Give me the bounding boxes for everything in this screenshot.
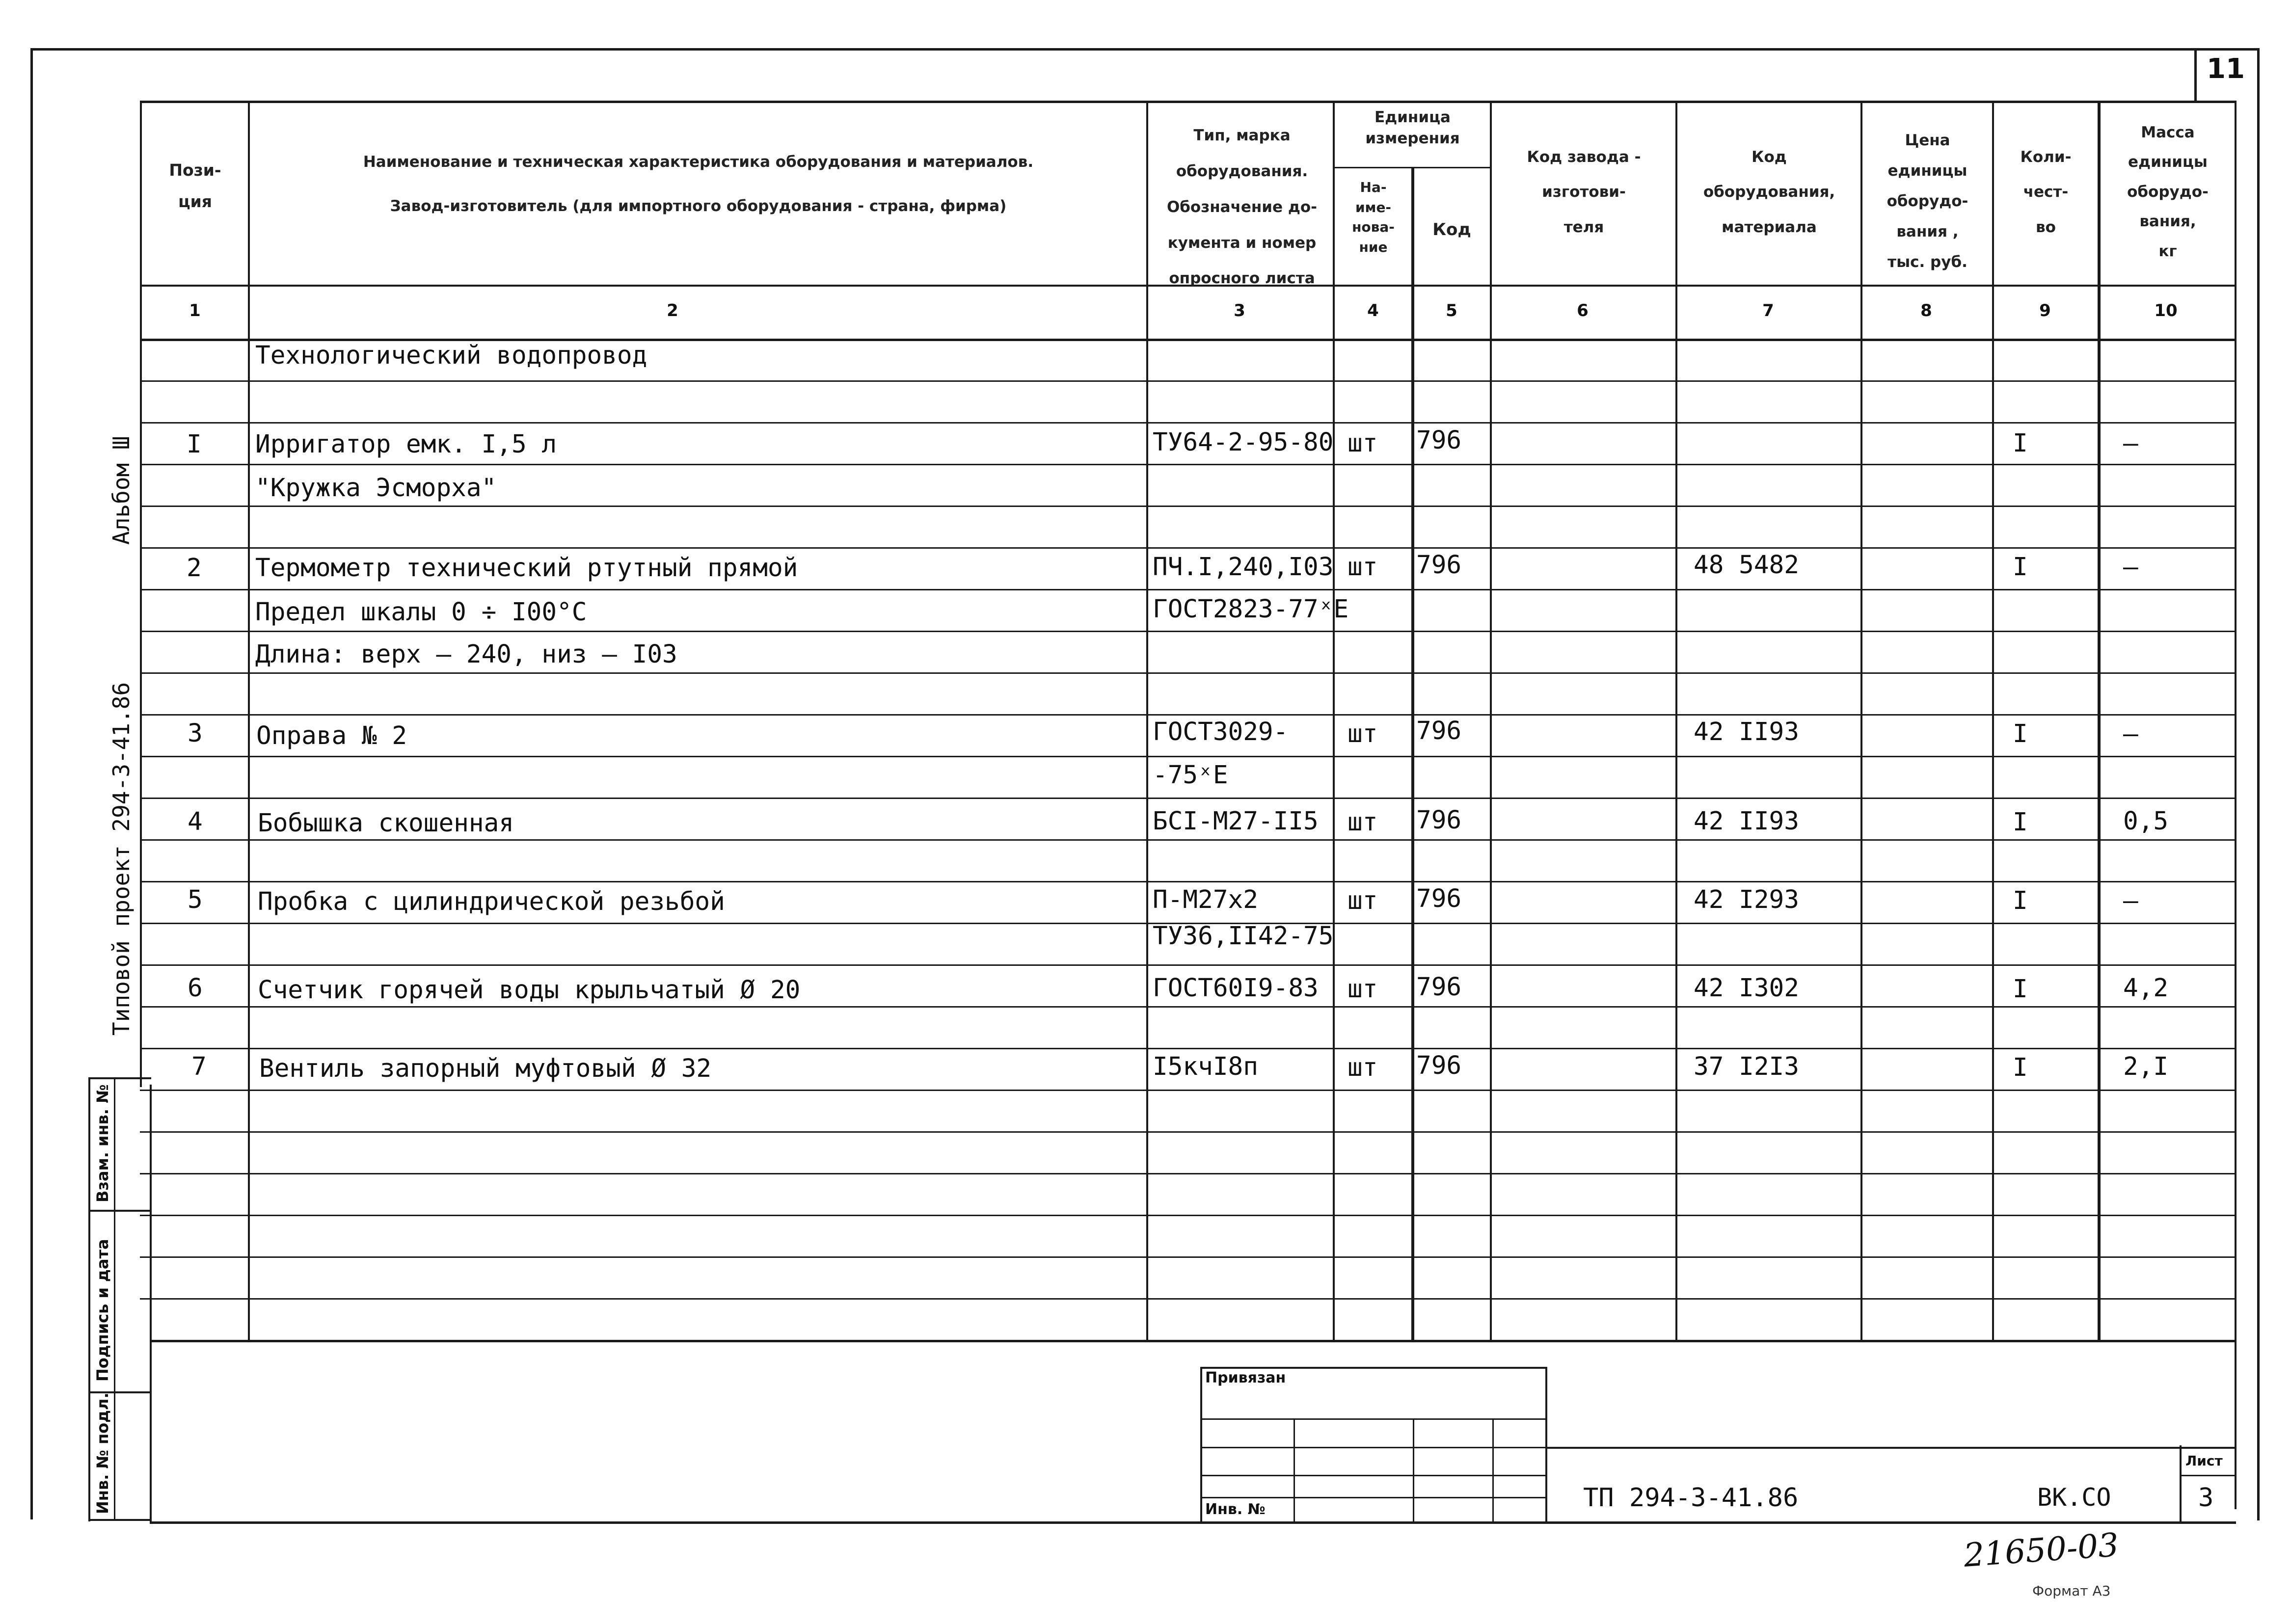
row-mass: 2,I xyxy=(2123,1052,2169,1081)
header-unit-group: Единица измерения xyxy=(1365,108,1460,148)
sheet-label: Лист xyxy=(2185,1453,2223,1469)
row-unit: шт xyxy=(1348,975,1378,1004)
row-mass: – xyxy=(2123,553,2138,582)
album-label: Альбом Ш xyxy=(108,436,135,545)
row-position: 3 xyxy=(188,719,203,748)
row-position: 5 xyxy=(188,885,203,914)
row-name: Пробка с цилиндрической резьбой xyxy=(258,887,725,916)
row-name: Термометр технический ртутный прямой xyxy=(255,554,798,583)
header-mass: Масса единицы оборудо- вания, кг xyxy=(2127,124,2209,260)
row-code: 796 xyxy=(1416,551,1462,580)
row-name: Длина: верх – 240, низ – I03 xyxy=(255,640,677,669)
row-type: I5кчI8п xyxy=(1153,1052,1258,1081)
header-name-line1: Наименование и техническая характеристика оборудования и материалов. xyxy=(363,153,1034,171)
inv-number-label: Инв. № xyxy=(1205,1501,1266,1518)
header-name-line2: Завод-изготовитель (для импортного оборудования - страна, фирма) xyxy=(390,197,1007,215)
row-type: П-М27х2 xyxy=(1153,885,1258,914)
row-name: "Кружка Эсморха" xyxy=(255,474,497,503)
row-code: 796 xyxy=(1416,717,1462,745)
row-equipment-code: 42 II93 xyxy=(1694,718,1799,746)
signature-date-label: Подпись и дата xyxy=(93,1239,112,1382)
row-unit: шт xyxy=(1348,1053,1378,1082)
row-mass: – xyxy=(2123,886,2138,915)
row-mass: – xyxy=(2123,719,2138,748)
row-equipment-code: 42 I302 xyxy=(1694,974,1799,1003)
column-number: 2 xyxy=(667,301,678,320)
row-type: ТУ36,II42-75 xyxy=(1153,922,1334,951)
row-code: 796 xyxy=(1416,884,1462,913)
attached-label: Привязан xyxy=(1205,1369,1286,1386)
row-unit: шт xyxy=(1348,886,1378,915)
document-code: ТП 294-3-41.86 xyxy=(1583,1483,1799,1513)
project-label: Типовой проект 294-3-41.86 xyxy=(108,682,135,1036)
header-unit-code: Код xyxy=(1432,220,1471,240)
row-position: I xyxy=(187,430,202,459)
row-position: 6 xyxy=(188,974,203,1003)
header-position: Пози- ция xyxy=(169,160,221,212)
row-name: Бобышка скошенная xyxy=(258,809,514,838)
row-type: ГОСТ60I9-83 xyxy=(1153,974,1319,1003)
column-number: 3 xyxy=(1234,301,1245,320)
row-equipment-code: 48 5482 xyxy=(1694,551,1799,580)
header-type: Тип, марка оборудования. Обозначение до- кумента и номер опросного листа xyxy=(1166,127,1318,288)
header-equipment-code: Код оборудования, материала xyxy=(1703,148,1835,236)
row-name: Счетчик горячей воды крыльчатый Ø 20 xyxy=(258,976,801,1005)
row-unit: шт xyxy=(1348,553,1378,582)
row-equipment-code: 37 I2I3 xyxy=(1694,1052,1799,1081)
row-quantity: I xyxy=(2013,886,2028,915)
row-quantity: I xyxy=(2013,719,2028,748)
column-number: 1 xyxy=(189,301,201,320)
row-quantity: I xyxy=(2013,553,2028,582)
row-position: 2 xyxy=(187,554,202,583)
column-number: 4 xyxy=(1367,301,1379,320)
row-unit: шт xyxy=(1348,719,1378,748)
column-number: 10 xyxy=(2154,301,2178,320)
header-price: Цена единицы оборудо- вания , тыс. руб. xyxy=(1887,132,1968,271)
row-unit: шт xyxy=(1348,429,1378,458)
row-code: 796 xyxy=(1416,426,1462,455)
column-number: 6 xyxy=(1577,301,1589,320)
replace-inv-label: Взам. инв. № xyxy=(93,1084,112,1202)
row-type: ПЧ.I,240,I03 xyxy=(1153,553,1334,582)
row-equipment-code: 42 II93 xyxy=(1694,807,1799,836)
format-label: Формат А3 xyxy=(2032,1583,2111,1599)
row-type: ТУ64-2-95-80 xyxy=(1153,428,1334,457)
row-position: 4 xyxy=(188,807,203,836)
row-code: 796 xyxy=(1416,973,1462,1002)
column-number: 9 xyxy=(2039,301,2051,320)
column-number: 8 xyxy=(1920,301,1932,320)
row-name: Оправа № 2 xyxy=(256,721,407,750)
row-unit: шт xyxy=(1348,808,1378,837)
orig-inv-label: Инв. № подл. xyxy=(93,1392,112,1514)
row-code: 796 xyxy=(1416,1051,1462,1080)
row-quantity: I xyxy=(2013,1053,2028,1082)
header-unit-name: На- име- нова- ние xyxy=(1352,179,1395,255)
document-mark: ВК.СО xyxy=(2037,1483,2111,1512)
column-number: 7 xyxy=(1762,301,1774,320)
header-quantity: Коли- чест- во xyxy=(2020,148,2072,236)
row-type: -75ˣЕ xyxy=(1153,761,1228,790)
column-number: 5 xyxy=(1446,301,1457,320)
row-name: Ирригатор емк. I,5 л xyxy=(255,430,557,459)
row-code: 796 xyxy=(1416,806,1462,835)
handwritten-number: 21650-03 xyxy=(1962,1526,2120,1574)
row-quantity: I xyxy=(2013,808,2028,837)
row-position: 7 xyxy=(191,1052,207,1081)
row-mass: 4,2 xyxy=(2123,974,2169,1003)
row-mass: – xyxy=(2123,429,2138,458)
page-number: 11 xyxy=(2207,53,2245,85)
header-plant-code: Код завода - изготови- теля xyxy=(1527,148,1641,236)
sheet-number: 3 xyxy=(2198,1483,2214,1513)
row-quantity: I xyxy=(2013,975,2028,1004)
row-mass: 0,5 xyxy=(2123,807,2169,836)
section-title: Технологический водопровод xyxy=(255,341,647,370)
row-type: ГОСТ3029- xyxy=(1153,718,1289,746)
row-name: Вентиль запорный муфтовый Ø 32 xyxy=(259,1054,712,1083)
row-type: БСI-М27-II5 xyxy=(1153,807,1319,836)
row-name: Предел шкалы 0 ÷ I00°С xyxy=(255,598,587,627)
row-equipment-code: 42 I293 xyxy=(1694,885,1799,914)
row-quantity: I xyxy=(2013,429,2028,458)
row-type: ГОСТ2823-77ˣЕ xyxy=(1153,595,1349,624)
